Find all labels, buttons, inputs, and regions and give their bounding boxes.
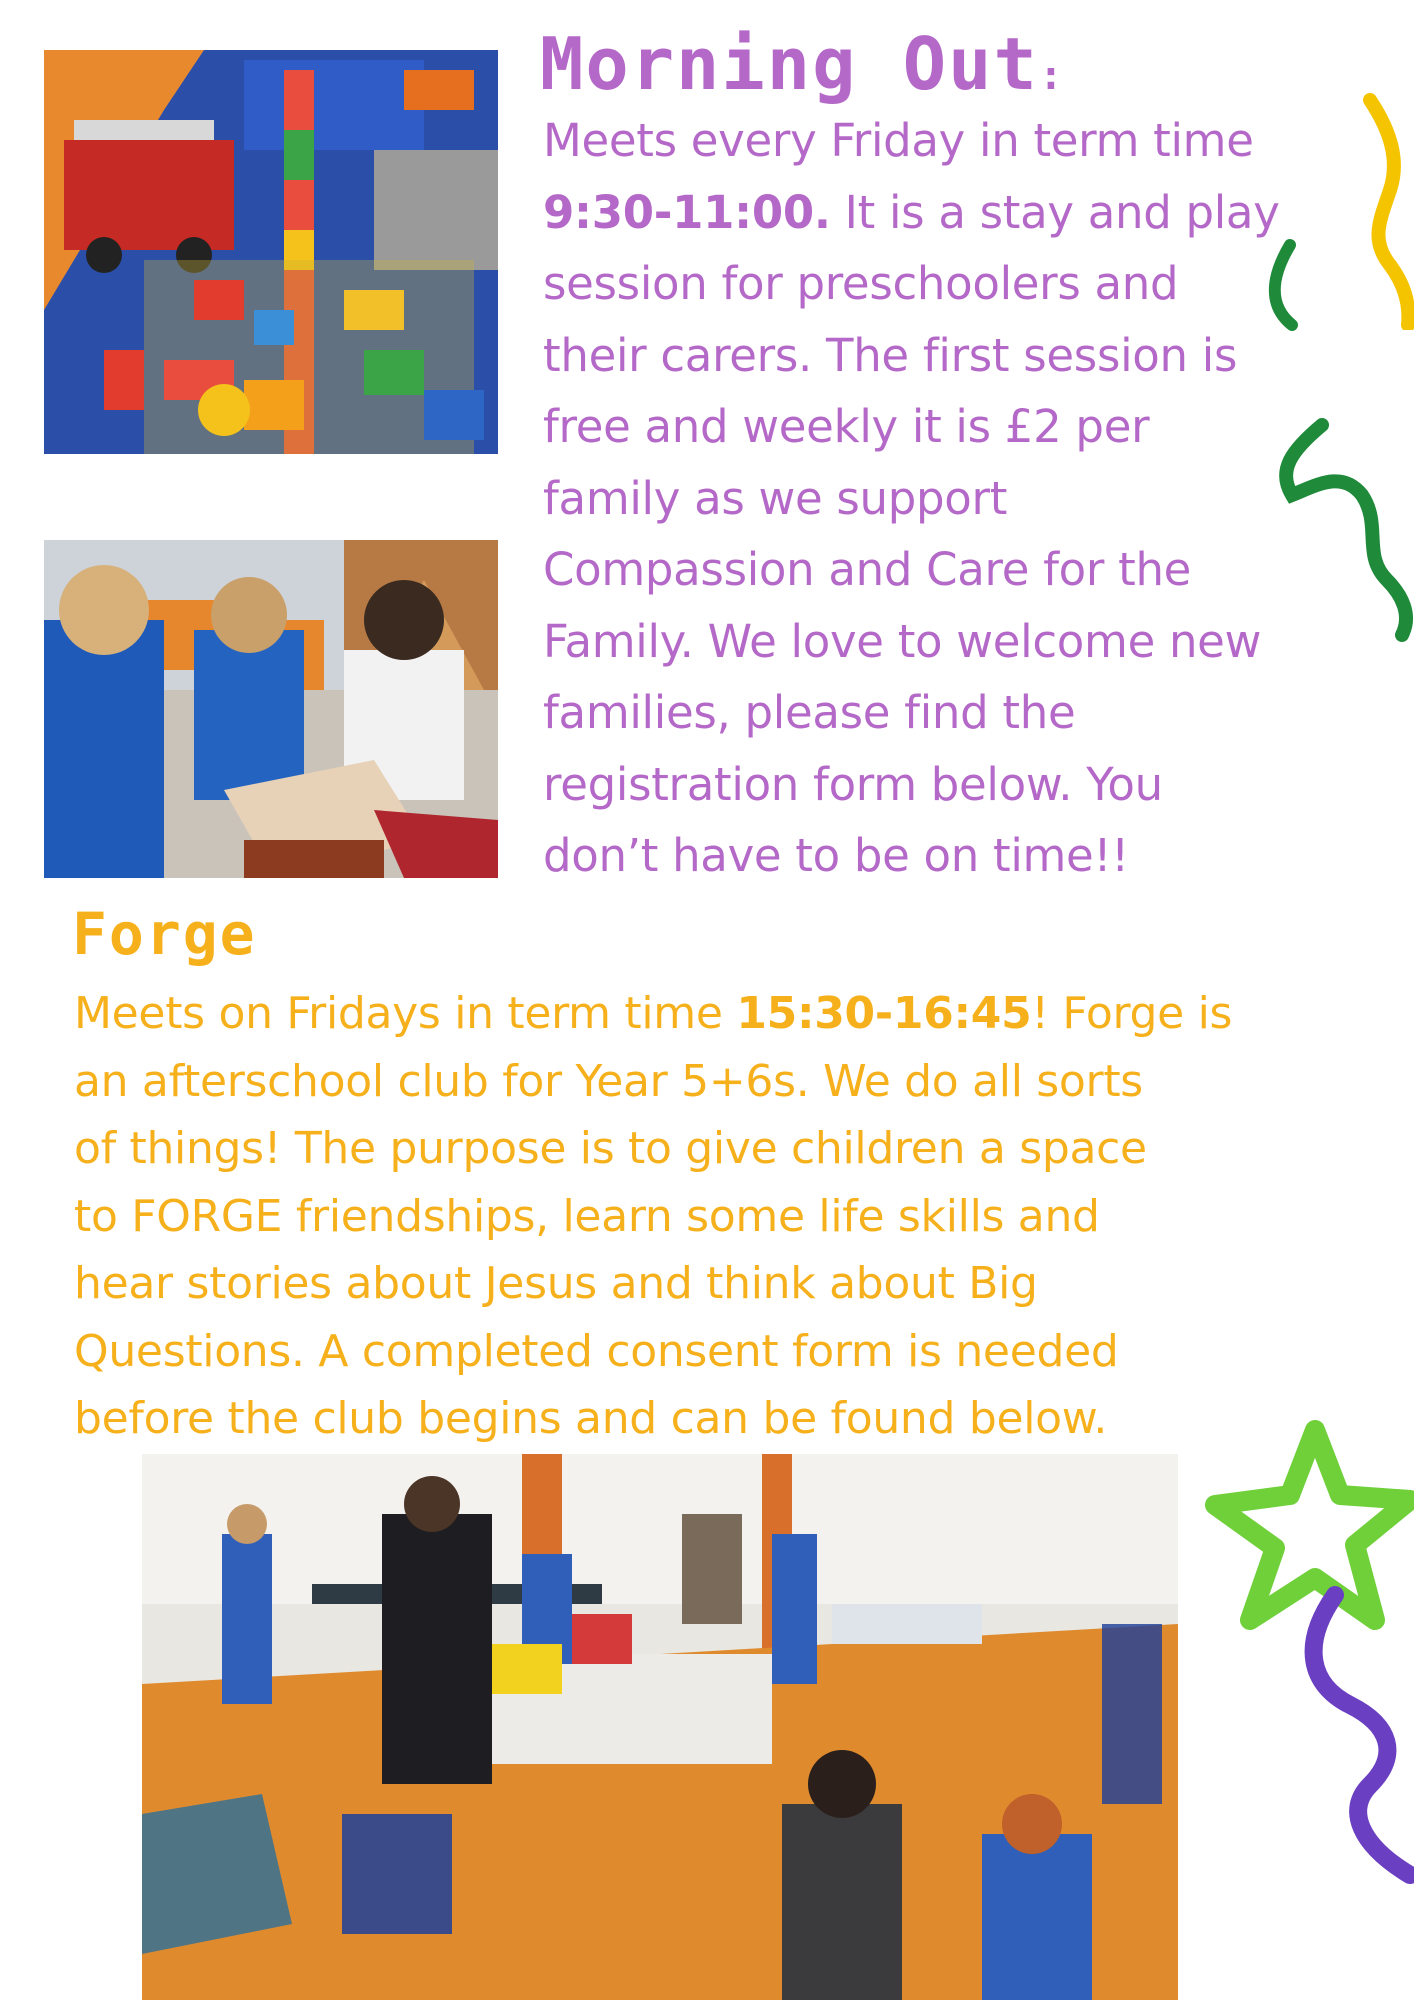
text-segment: an afterschool club for Year 5+6s. We do all sorts [74, 1055, 1143, 1107]
text-segment: Meets on Fridays in term time [74, 988, 737, 1039]
forge-line [74, 1250, 1232, 1318]
morning-out-line [543, 534, 1280, 606]
forge-club-hall-photo [142, 1454, 1178, 2000]
forge-line [74, 1115, 1232, 1183]
text-segment: Meets every Friday in term time [543, 114, 1254, 167]
morning-out-line [543, 749, 1280, 821]
morning-out-line [543, 606, 1280, 678]
session-time: 9:30-11:00. [543, 185, 831, 239]
morning-out-line [543, 177, 1280, 249]
text-segment: their carers. The first session is [543, 328, 1238, 382]
morning-out-description [543, 105, 1280, 892]
morning-out-line [543, 463, 1280, 535]
children-activity-photo [44, 540, 498, 878]
text-segment: hear stories about Jesus and think about Big [74, 1258, 1038, 1309]
text-segment: Family. We love to welcome new [543, 614, 1262, 668]
text-segment: family as we support [543, 471, 1008, 525]
text-segment: Compassion and Care for the [543, 543, 1192, 596]
session-time: 15:30-16:45 [736, 988, 1032, 1039]
lime-star-decoration [1205, 1420, 1414, 1640]
text-segment: free and weekly it is £2 per [543, 400, 1150, 453]
morning-out-title: Morning Out: [540, 22, 1065, 106]
text-segment: ! Forge is [1031, 988, 1233, 1039]
text-segment: of things! The purpose is to give children a space [74, 1123, 1147, 1174]
morning-out-line [543, 248, 1280, 320]
forge-line [74, 1183, 1232, 1251]
forge-line [74, 980, 1232, 1048]
text-segment: It is a stay and play [830, 185, 1280, 239]
text-segment: to FORGE friendships, learn some life skills and [74, 1190, 1100, 1242]
forge-line [74, 1048, 1232, 1116]
morning-out-line [543, 320, 1280, 392]
purple-squiggle-decoration [1290, 1585, 1414, 1885]
green-squiggle-decoration [1262, 235, 1414, 645]
morning-out-line [543, 105, 1280, 177]
forge-line [74, 1318, 1232, 1386]
toy-tower-photo [44, 50, 498, 454]
text-segment: Questions. A completed consent form is needed [74, 1325, 1119, 1377]
yellow-squiggle-decoration [1360, 90, 1414, 330]
morning-out-line [543, 677, 1280, 749]
text-segment: don’t have to be on time!! [543, 829, 1129, 882]
text-segment: session for preschoolers and [543, 257, 1179, 310]
forge-title: Forge [72, 900, 257, 968]
morning-out-line [543, 820, 1280, 892]
forge-description [74, 980, 1232, 1453]
morning-out-line [543, 391, 1280, 463]
forge-line [74, 1385, 1232, 1453]
text-segment: registration form below. You [543, 757, 1163, 811]
text-segment: families, please find the [543, 686, 1076, 739]
text-segment: before the club begins and can be found below. [74, 1393, 1108, 1444]
